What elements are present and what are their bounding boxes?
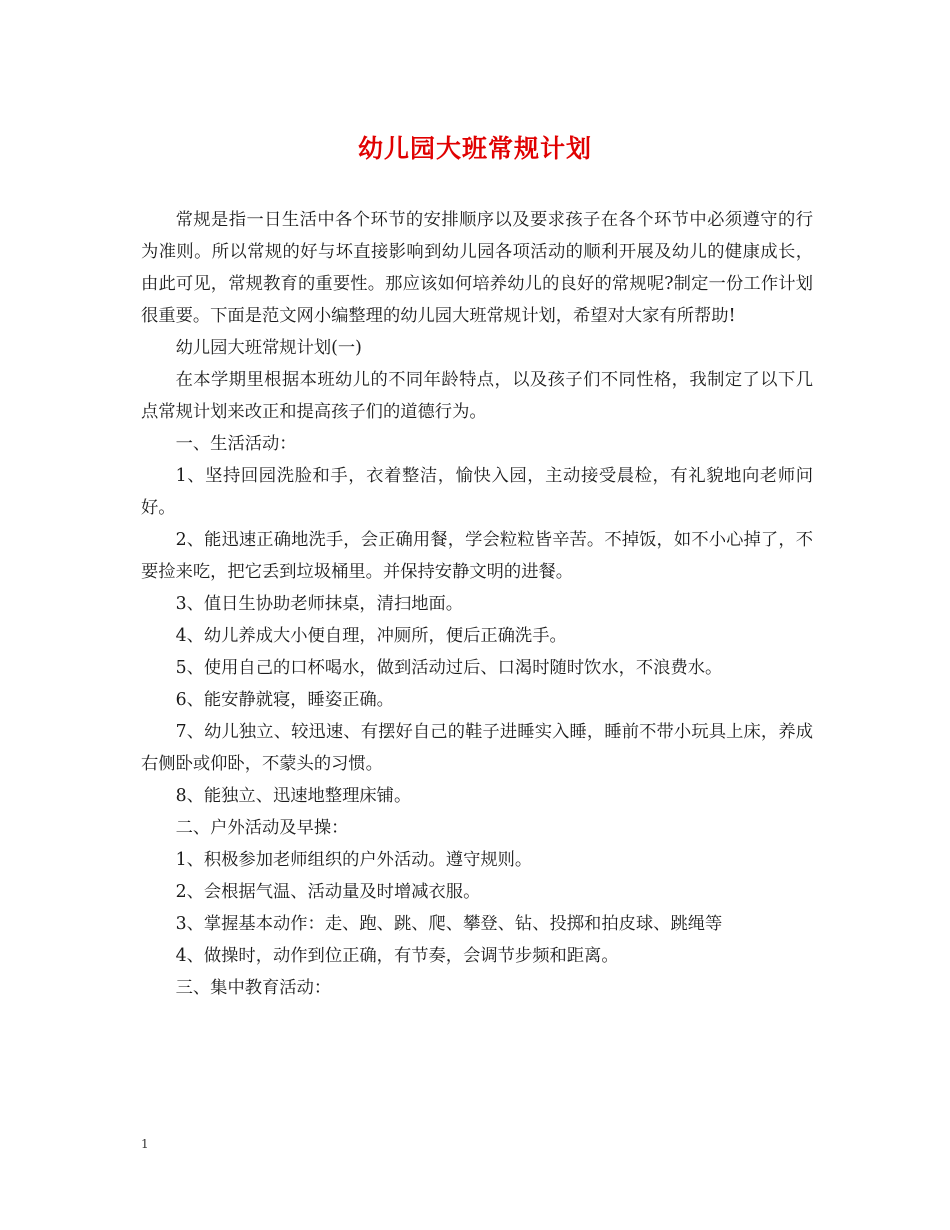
outdoor-item-4: 4、做操时，动作到位正确，有节奏，会调节步频和距离。	[175, 946, 619, 966]
outdoor-item-3: 3、掌握基本动作：走、跑、跳、爬、攀登、钻、投掷和拍皮球、跳绳等	[175, 914, 723, 934]
life-item-2: 2、能迅速正确地洗手，会正确用餐，学会粒粒皆辛苦。不掉饭，如不小心掉了，不要捡来吃，把它丢到垃圾桶里。并保持安静文明的进餐。	[141, 530, 813, 582]
section-heading-plan-1: 幼儿园大班常规计划(一)	[175, 338, 362, 358]
section-heading-life-activities: 一、生活活动：	[175, 434, 297, 454]
life-item-8: 8、能独立、迅速地整理床铺。	[175, 786, 412, 806]
life-item-6: 6、能安静就寝，睡姿正确。	[175, 690, 394, 710]
page-number: 1	[141, 1137, 149, 1151]
section-heading-outdoor: 二、户外活动及早操：	[175, 818, 349, 838]
life-item-4: 4、幼儿养成大小便自理，冲厕所，便后正确洗手。	[175, 626, 567, 646]
life-item-3: 3、值日生协助老师抹桌，清扫地面。	[175, 594, 464, 614]
life-item-5: 5、使用自己的口杯喝水，做到活动过后、口渴时随时饮水，不浪费水。	[175, 658, 723, 678]
life-item-7: 7、幼儿独立、较迅速、有摆好自己的鞋子进睡实入睡，睡前不带小玩具上床，养成右侧卧或仰卧，不蒙头的习惯。	[141, 722, 813, 774]
outdoor-item-1: 1、积极参加老师组织的户外活动。遵守规则。	[175, 850, 533, 870]
intro-paragraph: 常规是指一日生活中各个环节的安排顺序以及要求孩子在各个环节中必须遵守的行为准则。所以常规的好与坏直接影响到幼儿园各项活动的顺利开展及幼儿的健康成长，由此可见，常规教育的重要性。那应该如何培养幼儿的良好的常规呢?制定一份工作计划很重要。下面是范文网小编整理的幼儿园大班常规计划，希望对大家有所帮助!	[141, 210, 813, 326]
section-heading-education: 三、集中教育活动：	[175, 978, 332, 998]
document-body	[141, 204, 813, 1004]
plan-intro-paragraph: 在本学期里根据本班幼儿的不同年龄特点，以及孩子们不同性格，我制定了以下几点常规计划来改正和提高孩子们的道德行为。	[141, 370, 813, 422]
outdoor-item-2: 2、会根据气温、活动量及时增减衣服。	[175, 882, 481, 902]
document-title: 幼儿园大班常规计划	[357, 134, 592, 163]
life-item-1: 1、坚持回园洗脸和手，衣着整洁，愉快入园，主动接受晨检，有礼貌地向老师问好。	[141, 466, 813, 518]
